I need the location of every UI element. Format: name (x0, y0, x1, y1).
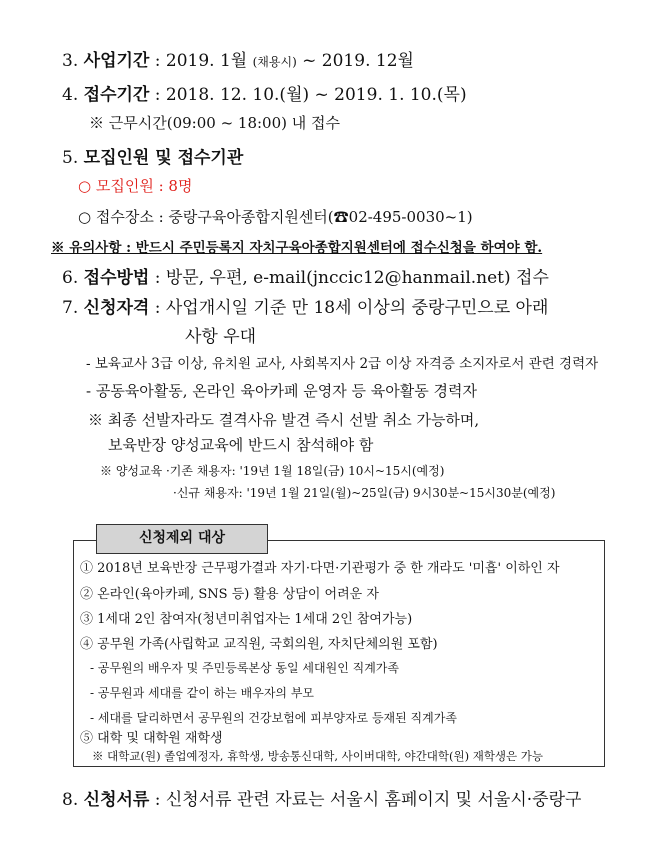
section-3-number: 3. (62, 51, 79, 71)
section-8-value: : 신청서류 관련 자료는 서울시 홈페이지 및 서울시·중랑구 (154, 790, 582, 810)
section-3-sep: : (154, 51, 161, 71)
exclusion-note: ※ 대학교(원) 졸업예정자, 휴학생, 방송통신대학, 사이버대학, 야간대학(원) 재학생은 가능 (92, 749, 544, 763)
exclusion-item: ⑤ 대학 및 대학원 재학생 (80, 731, 223, 746)
section-6-value: : 방문, 우편, e-mail(jnccic12@hanmail.net) 접수 (154, 268, 549, 288)
section-5-number: 5. (62, 148, 79, 168)
section-7-value: : 사업개시일 기준 만 18세 이상의 중랑구민으로 아래 (154, 298, 549, 318)
section-3-paren: (채용시) (252, 55, 297, 69)
work-hours-note: ※ 근무시간(09:00 ~ 18:00) 내 접수 (89, 114, 340, 132)
selection-note: ※ 최종 선발자라도 결격사유 발견 즉시 선발 취소 가능하며, (88, 411, 480, 429)
section-7-number: 7. (62, 298, 79, 318)
reception-place: ○ 접수장소 : 중랑구육아종합지원센터(☎02-495-0030~1) (78, 208, 473, 226)
exclusion-subitem: - 세대를 달리하면서 공무원의 건강보험에 피부양자로 등재된 직계가족 (90, 711, 457, 725)
section-3-value-end: ~ 2019. 12월 (302, 51, 414, 71)
exclusion-item: ② 온라인(육아카페, SNS 등) 활용 상담이 어려운 자 (80, 587, 379, 602)
section-4-label: 접수기간 (83, 85, 150, 105)
section-4 (62, 80, 467, 105)
exclusion-title (96, 524, 268, 554)
exclusion-box (73, 540, 605, 767)
selection-note-cont: 보육반장 양성교육에 반드시 참석해야 함 (108, 436, 374, 454)
section-4-sep: : (154, 85, 161, 105)
exclusion-item: ③ 1세대 2인 참여자(청년미취업자는 1세대 2인 참여가능) (80, 612, 413, 627)
section-6-number: 6. (62, 268, 79, 288)
section-4-number: 4. (62, 85, 79, 105)
exclusion-subitem: - 공무원의 배우자 및 주민등록본상 동일 세대원인 직계가족 (90, 661, 399, 675)
section-6-label: 접수방법 (83, 268, 150, 288)
warning-note: ※ 유의사항 : 반드시 주민등록지 자치구육아종합지원센터에 접수신청을 하여야 함. (51, 240, 543, 256)
training-schedule-new: ·신규 채용자: '19년 1월 21일(월)~25일(금) 9시30분~15시30분(예정) (173, 486, 556, 500)
section-3-label: 사업기간 (83, 51, 150, 71)
exclusion-subitem: - 공무원과 세대를 같이 하는 배우자의 부모 (90, 686, 315, 700)
section-7-label: 신청자격 (83, 298, 150, 318)
qualification-item: - 보육교사 3급 이상, 유치원 교사, 사회복지사 2급 이상 자격증 소지자로서 관련 경력자 (86, 356, 599, 372)
section-8-label: 신청서류 (83, 790, 150, 810)
recruit-count: ○ 모집인원 : 8명 (78, 177, 193, 195)
section-4-value: 2018. 12. 10.(월) ~ 2019. 1. 10.(목) (165, 85, 467, 105)
section-6 (62, 263, 549, 288)
section-8 (62, 785, 581, 810)
section-8-number: 8. (62, 790, 79, 810)
section-7-value-cont: 사항 우대 (185, 327, 257, 347)
exclusion-item: ④ 공무원 가족(사립학교 교직원, 국회의원, 자치단체의원 포함) (80, 637, 438, 652)
section-5 (62, 143, 243, 168)
section-7 (62, 293, 548, 318)
exclusion-title-text: 신청제외 대상 (138, 530, 226, 546)
section-5-label: 모집인원 및 접수기관 (83, 148, 244, 168)
section-3-value-start: 2019. 1월 (165, 51, 248, 71)
qualification-item: - 공동육아활동, 온라인 육아카페 운영자 등 육아활동 경력자 (86, 382, 477, 400)
training-schedule-existing: ※ 양성교육 ·기존 채용자: '19년 1월 18일(금) 10시~15시(예정) (100, 464, 445, 478)
exclusion-item: ① 2018년 보육반장 근무평가결과 자기·다면·기관평가 중 한 개라도 '미흡' 이하인 자 (80, 561, 560, 576)
section-3 (62, 46, 414, 71)
